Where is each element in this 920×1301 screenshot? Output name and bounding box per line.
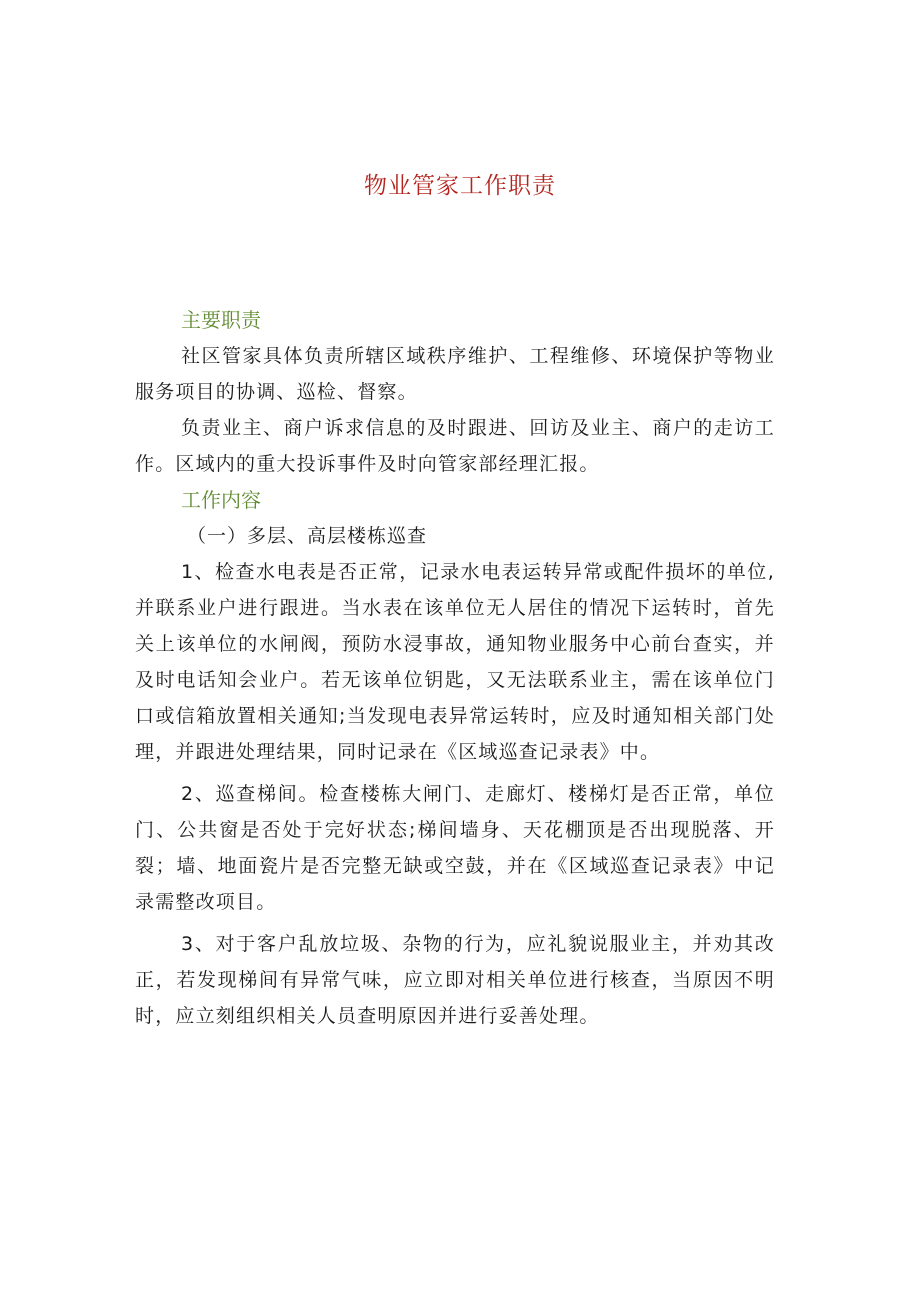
section-heading-main-duties: 主要职责	[181, 308, 261, 332]
document-title: 物业管家工作职责	[364, 173, 556, 199]
paragraph: 负责业主、商户诉求信息的及时跟进、回访及业主、商户的走访工作。区域内的重大投诉事件及时向管家部经理汇报。	[135, 417, 775, 475]
section-heading-work-content: 工作内容	[181, 488, 261, 512]
list-item: 1、检查水电表是否正常，记录水电表运转异常或配件损坏的单位,并联系业户进行跟进。当水表在该单位无人居住的情况下运转时，首先关上该单位的水闸阀，预防水浸事故，通知物业服务中心前台查实，并及时电话知会业户。若无该单位钥匙，又无法联系业主，需在该单位门口或信箱放置相关通知;当发现电表异常运转时，应及时通知相关部门处理，并跟进处理结果，同时记录在《区域巡查记录表》中。	[135, 561, 775, 763]
document-body	[135, 302, 775, 1040]
list-item: 2、巡查梯间。检查楼栋大闸门、走廊灯、楼梯灯是否正常，单位门、公共窗是否处于完好状态;梯间墙身、天花棚顶是否出现脱落、开裂；墙、地面瓷片是否完整无缺或空鼓，并在《区域巡查记录表》中记录需整改项目。	[135, 783, 775, 913]
paragraph: 社区管家具体负责所辖区域秩序维护、工程维修、环境保护等物业服务项目的协调、巡检、督察。	[135, 345, 775, 403]
subsection-heading: （一）多层、高层楼栋巡查	[187, 525, 428, 547]
list-item: 3、对于客户乱放垃圾、杂物的行为，应礼貌说服业主，并劝其改正，若发现梯间有异常气味，应立即对相关单位进行核查，当原因不明时，应立刻组织相关人员查明原因并进行妥善处理。	[135, 933, 775, 1027]
